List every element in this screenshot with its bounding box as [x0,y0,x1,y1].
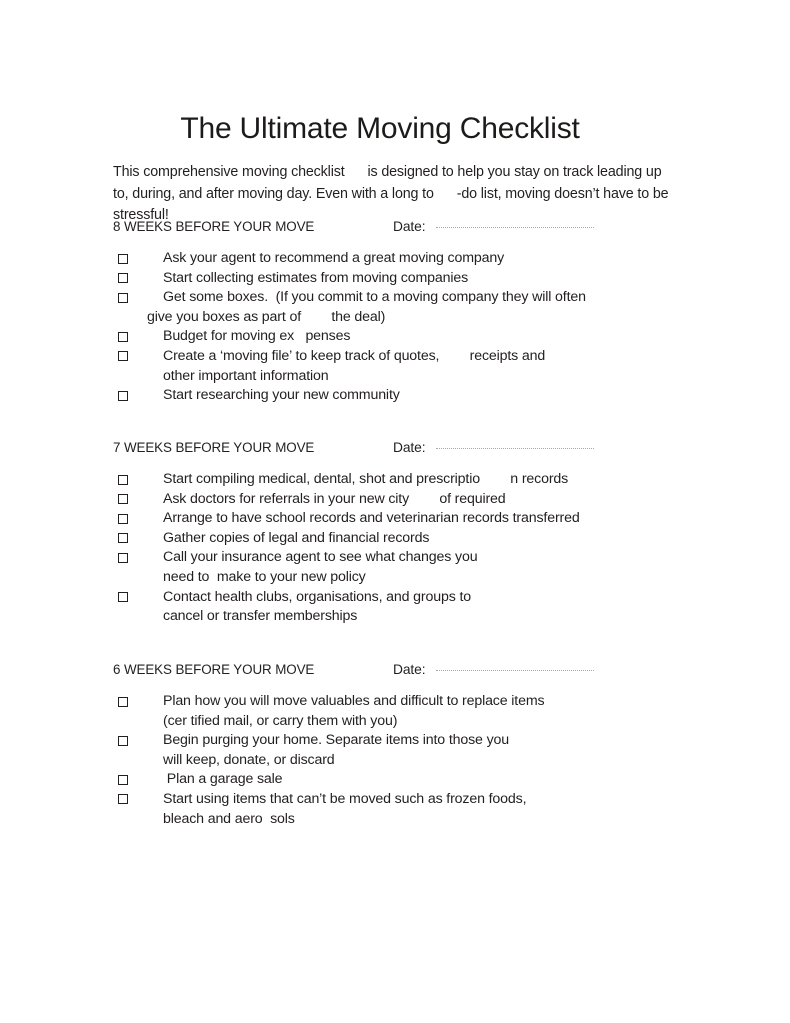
date-label: Date: [393,219,426,234]
checklist-item-label-continued: give you boxes as part of the deal) [147,308,386,325]
section-title: 7 WEEKS BEFORE YOUR MOVE [113,440,315,455]
checklist-item-label: Ask your agent to recommend a great moving company [163,250,505,266]
section-title: 6 WEEKS BEFORE YOUR MOVE [113,662,315,677]
section-title: 8 WEEKS BEFORE YOUR MOVE [113,219,315,234]
checklist-item[interactable] [113,347,713,386]
checklist-item-label: Start compiling medical, dental, shot and prescriptio n records [163,471,569,487]
checklist-section [113,437,713,627]
checklist-item-label: Contact health clubs, organisations, and groups to [163,588,471,605]
checklist-item[interactable] [113,770,713,790]
checklist-section [113,216,713,406]
checkbox-icon[interactable] [118,351,128,361]
checklist-item-label: Start using items that can’t be moved such as frozen foods, [163,790,527,807]
date-label: Date: [393,440,426,455]
checklist-item[interactable] [113,588,713,627]
checkbox-icon[interactable] [118,553,128,563]
checklist-item[interactable] [113,470,713,490]
checklist-item-label: Ask doctors for referrals in your new city of required [163,490,506,507]
section-header [113,659,713,681]
checklist-item-label: Begin purging your home. Separate items into those you [163,732,510,749]
date-fill-in-line[interactable] [436,227,594,228]
checkbox-icon[interactable] [118,293,128,303]
checkbox-icon[interactable] [118,697,128,707]
checklist-item[interactable] [113,269,713,289]
checkbox-icon[interactable] [118,391,128,401]
checkbox-icon[interactable] [118,332,128,342]
checklist-item-label-continued: other important information [163,367,329,384]
checkbox-icon[interactable] [118,736,128,746]
checkbox-icon[interactable] [118,533,128,543]
checklist-item[interactable] [113,731,713,770]
date-fill-in-line[interactable] [436,448,594,449]
checklist-item[interactable] [113,249,713,269]
date-group [393,437,594,459]
checklist-item-label: Budget for moving ex penses [163,328,351,345]
checklist-item[interactable] [113,790,713,829]
checklist-item-label: Create a ‘moving file’ to keep track of quotes, receipts and [163,347,546,364]
checkbox-icon[interactable] [118,592,128,602]
intro-paragraph: This comprehensive moving checklist is designed to help you stay on track leading up to, during, and after moving day. Even with a long to -do list, moving doesn’t have to be stressful! [113,164,673,224]
checkbox-icon[interactable] [118,273,128,283]
checkbox-icon[interactable] [118,514,128,524]
checklist-item-label-continued: will keep, donate, or discard [163,751,335,768]
checklist-item[interactable] [113,386,713,406]
checklist-item-label: Gather copies of legal and financial records [163,529,430,546]
section-header [113,216,713,238]
date-label: Date: [393,662,426,677]
date-group [393,216,594,238]
checklist-items [113,470,713,627]
checklist-item-label: Arrange to have school records and veterinarian records transferred [163,510,580,527]
checklist-section [113,659,713,829]
checklist-item-label: Plan how you will move valuables and difficult to replace items [163,693,545,709]
checklist-item-label: Start researching your new community [163,387,400,404]
checklist-item[interactable] [113,509,713,529]
checkbox-icon[interactable] [118,794,128,804]
checklist-items [113,692,713,829]
date-fill-in-line[interactable] [436,670,594,671]
checklist-item-label: Get some boxes. (If you commit to a moving company they will often [163,289,586,306]
checklist-item[interactable] [113,529,713,549]
checkbox-icon[interactable] [118,254,128,264]
page-title: The Ultimate Moving Checklist [180,112,580,146]
checklist-item-label-continued: bleach and aero sols [163,810,295,827]
checklist-item[interactable] [113,548,713,587]
checklist-item[interactable] [113,692,713,731]
date-group [393,659,594,681]
checklist-item-label: Plan a garage sale [163,771,283,788]
checklist-item-label-continued: cancel or transfer memberships [163,608,358,625]
checklist-item-label: Call your insurance agent to see what changes you [163,549,478,566]
checkbox-icon[interactable] [118,494,128,504]
checklist-item-label-continued: (cer tified mail, or carry them with you) [163,712,398,729]
checklist-items [113,249,713,406]
checklist-item[interactable] [113,490,713,510]
checkbox-icon[interactable] [118,475,128,485]
checkbox-icon[interactable] [118,775,128,785]
checklist-item-label: Start collecting estimates from moving companies [163,269,469,286]
checklist-item[interactable] [113,288,713,327]
checklist-item[interactable] [113,327,713,347]
section-header [113,437,713,459]
checklist-item-label-continued: need to make to your new policy [163,568,366,585]
